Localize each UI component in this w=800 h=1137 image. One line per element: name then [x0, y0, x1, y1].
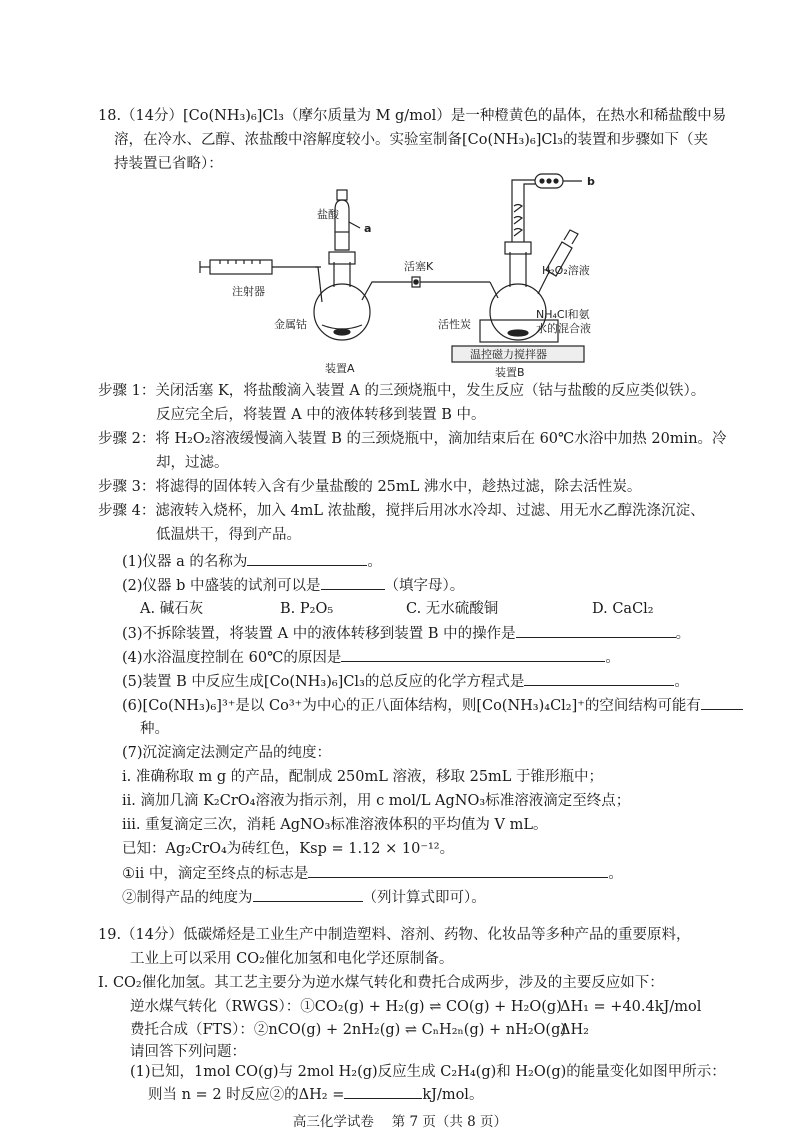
answer-blank[interactable] [321, 575, 385, 590]
q19-line-1: 19.（14分）低碳烯烃是工业生产中制造塑料、溶剂、药物、化妆品等多种产品的重要原料， [98, 927, 691, 943]
q18-part-7-q2: ②制得产品的纯度为 （列计算式即可）。 [122, 887, 486, 908]
step-2-line-1: 步骤 2：将 H₂O₂溶液缓慢滴入装置 B 的三颈烧瓶中，滴加结束后在 60℃水浴中加热 20min。冷 [98, 431, 727, 447]
answer-blank[interactable] [341, 647, 605, 662]
answer-blank[interactable] [247, 551, 367, 566]
fts-equation: 费托合成（FTS）：②nCO(g) + 2nH₂(g) ⇌ CₙH₂ₙ(g) + nH₂O(g) [130, 1022, 567, 1038]
q19-section-1: Ⅰ. CO₂催化加氢。其工艺主要分为逆水煤气转化和费托合成两步，涉及的主要反应如下： [98, 975, 664, 991]
delta-h2: ΔH₂ [560, 1022, 589, 1038]
apparatus-diagram [190, 170, 620, 380]
q18-part-7-iii: iii. 重复滴定三次，消耗 AgNO₃标准溶液体积的平均值为 V mL。 [122, 817, 548, 833]
q18-part-2: (2)仪器 b 中盛装的试剂可以是 （填字母）。 [122, 575, 464, 596]
answer-blank[interactable] [253, 887, 363, 902]
option-c: C. 无水硫酸铜 [406, 601, 499, 617]
q18-line-3: 持装置已省略）： [114, 156, 223, 172]
q18-part-1: (1)仪器 a 的名称为 。 [122, 551, 382, 572]
q18-part-7: (7)沉淀滴定法测定产品的纯度： [122, 745, 332, 761]
q19-line-2: 工业上可以采用 CO₂催化加氢和电化学还原制备。 [130, 951, 454, 967]
label-cobalt: 金属钴 [274, 318, 307, 331]
q19-part-1-line-1: (1)已知，1mol CO(g)与 2mol H₂(g)反应生成 C₂H₄(g)和 H₂O(g)的能量变化如图甲所示： [130, 1064, 726, 1080]
q19-part-1-line-2: 则当 n = 2 时反应②的ΔH₂ = kJ/mol。 [148, 1084, 483, 1105]
page-footer: 高三化学试卷 第 7 页（共 8 页） [292, 1114, 508, 1130]
q18-part-6-cont: 种。 [140, 721, 169, 737]
q18-part-4: (4)水浴温度控制在 60℃的原因是 。 [122, 647, 620, 668]
answer-blank[interactable] [308, 863, 608, 878]
label-syringe: 注射器 [232, 285, 265, 298]
q18-part-7-ii: ii. 滴加几滴 K₂CrO₄溶液为指示剂，用 c mol/L AgNO₃标准溶液滴定至终点； [122, 793, 631, 809]
syringe-barrel [210, 260, 272, 274]
q18-part-5: (5)装置 B 中反应生成[Co(NH₃)₆]Cl₃的总反应的化学方程式是 。 [122, 671, 689, 692]
q18-line-1: 18.（14分）[Co(NH₃)₆]Cl₃（摩尔质量为 M g/mol）是一种橙黄色的晶体，在热水和稀盐酸中易 [98, 108, 727, 124]
q19-ask: 请回答下列问题： [130, 1044, 246, 1060]
label-stirrer: 温控磁力搅拌器 [470, 348, 547, 361]
label-carbon: 活性炭 [438, 318, 471, 331]
answer-blank[interactable] [701, 695, 743, 710]
option-d: D. CaCl₂ [592, 601, 654, 617]
label-device-a: 装置A [325, 362, 355, 375]
answer-blank[interactable] [524, 671, 674, 686]
q18-part-7-q1: ①ii 中，滴定至终点的标志是 。 [122, 863, 623, 884]
rwgs-equation: 逆水煤气转化（RWGS）：①CO₂(g) + H₂(g) ⇌ CO(g) + H₂O(g) [130, 999, 562, 1015]
label-nh4cl-1: NH₄Cl和氨 [536, 308, 590, 321]
q18-part-7-i: i. 准确称取 m g 的产品，配制成 250mL 溶液，移取 25mL 于锥形瓶中； [122, 769, 604, 785]
step-3: 步骤 3：将滤得的固体转入含有少量盐酸的 25mL 沸水中，趁热过滤，除去活性炭。 [98, 479, 642, 495]
step-4-line-2: 低温烘干，得到产品。 [156, 527, 301, 543]
option-b: B. P₂O₅ [280, 601, 334, 617]
label-device-b: 装置B [495, 366, 525, 379]
q18-line-2: 溶，在冷水、乙醇、浓盐酸中溶解度较小。实验室制备[Co(NH₃)₆]Cl₃的装置和步骤如下（夹 [114, 132, 708, 148]
label-nh4cl-2: 水的混合液 [536, 322, 591, 335]
step-1-line-1: 步骤 1：关闭活塞 K，将盐酸滴入装置 A 的三颈烧瓶中，发生反应（钴与盐酸的反应类似铁）。 [98, 383, 706, 399]
label-a: a [364, 222, 372, 235]
label-hcl: 盐酸 [317, 208, 339, 221]
q18-part-7-known: 已知：Ag₂CrO₄为砖红色，Ksp = 1.12 × 10⁻¹²。 [122, 841, 455, 857]
label-stopcock-k: 活塞K [404, 260, 434, 273]
q18-part-6: (6)[Co(NH₃)₆]³⁺是以 Co³⁺为中心的正八面体结构，则[Co(NH₃)₄Cl₂]⁺的空间结构可能有 [122, 695, 743, 716]
label-h2o2: H₂O₂溶液 [542, 264, 590, 277]
step-2-line-2: 却，过滤。 [156, 455, 229, 471]
answer-blank[interactable] [344, 1084, 422, 1099]
step-4-line-1: 步骤 4：滤液转入烧杯，加入 4mL 浓盐酸，搅拌后用冰水冷却、过滤、用无水乙醇洗涤沉淀、 [98, 503, 705, 519]
label-b: b [587, 175, 595, 188]
answer-blank[interactable] [516, 623, 676, 638]
delta-h1: ΔH₁ = +40.4kJ/mol [560, 999, 702, 1015]
option-a: A. 碱石灰 [140, 601, 204, 617]
q18-part-3: (3)不拆除装置，将装置 A 中的液体转移到装置 B 中的操作是 。 [122, 623, 690, 644]
step-1-line-2: 反应完全后，将装置 A 中的液体转移到装置 B 中。 [156, 407, 486, 423]
